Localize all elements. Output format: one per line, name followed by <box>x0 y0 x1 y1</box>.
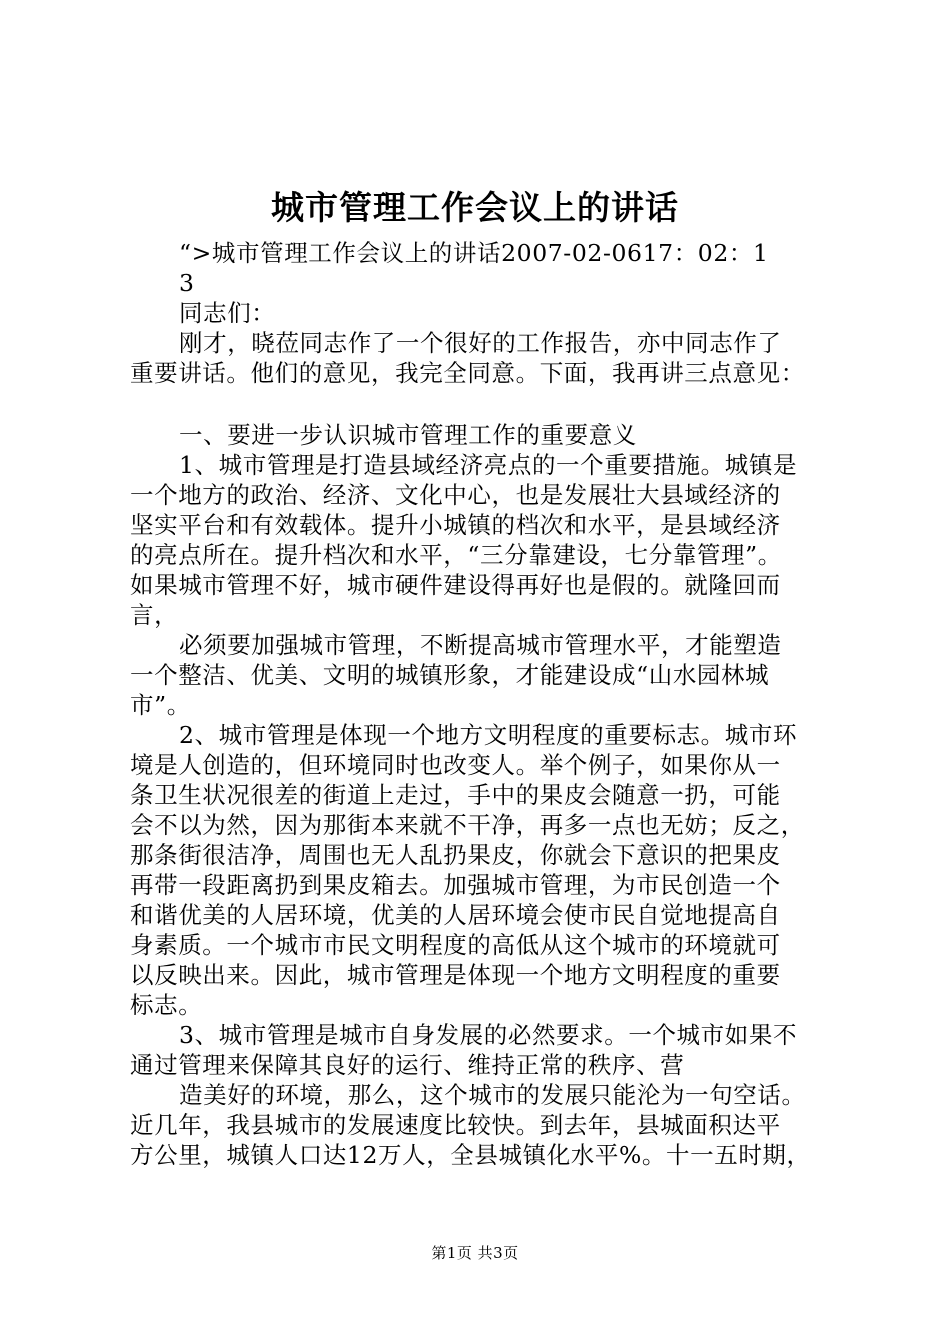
text-line: 必须要加强城市管理，不断提高城市管理水平，才能塑造 <box>179 631 782 659</box>
text-line: 3 <box>179 269 195 297</box>
text-line: 一、要进一步认识城市管理工作的重要意义 <box>179 421 637 449</box>
text-line: 那条街很洁净，周围也无人乱扔果皮，你就会下意识的把果皮 <box>130 841 781 869</box>
text-line: 2、城市管理是体现一个地方文明程度的重要标志。城市环 <box>179 721 798 749</box>
document-title: 城市管理工作会议上的讲话 <box>271 188 679 227</box>
text-line: 近几年，我县城市的发展速度比较快。到去年，县城面积达平 <box>130 1111 781 1139</box>
text-line: “>城市管理工作会议上的讲话2007-02-0617：02：1 <box>179 239 769 267</box>
text-line: 方公里，城镇人口达12万人，全县城镇化水平%。十一五时期， <box>130 1141 811 1169</box>
paragraph-gap <box>130 388 830 420</box>
text-line: 一个地方的政治、经济、文化中心，也是发展壮大县域经济的 <box>130 481 781 509</box>
text-line: 造美好的环境，那么，这个城市的发展只能沦为一句空话。 <box>179 1081 806 1109</box>
text-line: 同志们： <box>179 299 276 327</box>
text-line: 和谐优美的人居环境，优美的人居环境会使市民自觉地提高自 <box>130 901 781 929</box>
text-line: 言， <box>130 601 179 629</box>
text-line: 3、城市管理是城市自身发展的必然要求。一个城市如果不 <box>179 1021 798 1049</box>
text-line: 1、城市管理是打造县域经济亮点的一个重要措施。城镇是 <box>179 451 798 479</box>
text-line: 再带一段距离扔到果皮箱去。加强城市管理，为市民创造一个 <box>130 871 781 899</box>
text-line: 重要讲话。他们的意见，我完全同意。下面，我再讲三点意见： <box>130 359 805 387</box>
text-line: 市”。 <box>130 691 191 719</box>
text-line: 身素质。一个城市市民文明程度的高低从这个城市的环境就可 <box>130 931 781 959</box>
text-line: 以反映出来。因此，城市管理是体现一个地方文明程度的重要 <box>130 961 781 989</box>
text-line: 一个整洁、优美、文明的城镇形象，才能建设成“山水园林城 <box>130 661 770 689</box>
text-line: 坚实平台和有效载体。提升小城镇的档次和水平，是县域经济 <box>130 511 781 539</box>
text-line: 境是人创造的，但环境同时也改变人。举个例子，如果你从一 <box>130 751 781 779</box>
page-footer: 第1页 共3页 <box>431 1244 519 1262</box>
text-line: 通过管理来保障其良好的运行、维持正常的秩序、营 <box>130 1051 685 1079</box>
text-line: 标志。 <box>130 991 203 1019</box>
text-line: 刚才，晓莅同志作了一个很好的工作报告，亦中同志作了 <box>179 329 782 357</box>
document-body <box>130 238 830 1170</box>
text-line: 条卫生状况很差的街道上走过，手中的果皮会随意一扔，可能 <box>130 781 781 809</box>
text-line: 会不以为然，因为那街本来就不干净，再多一点也无妨；反之， <box>130 811 805 839</box>
text-line: 的亮点所在。提升档次和水平，“三分靠建设，七分靠管理”。 <box>130 541 782 569</box>
text-line: 如果城市管理不好，城市硬件建设得再好也是假的。就隆回而 <box>130 571 781 599</box>
